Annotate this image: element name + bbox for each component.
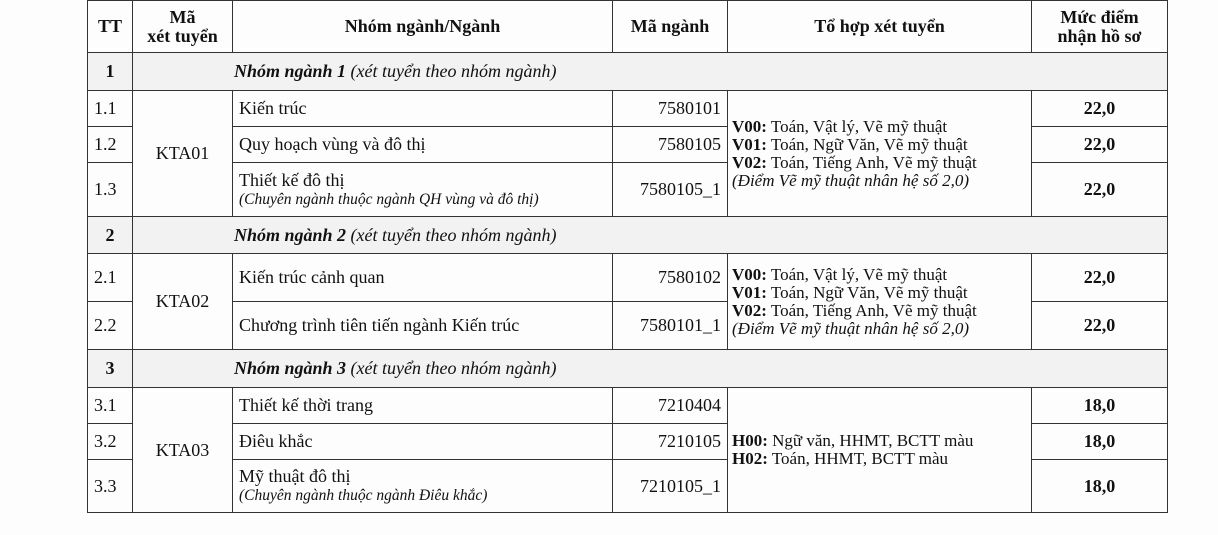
group-row-2 <box>88 217 1168 254</box>
combo-code: V00: <box>732 264 767 284</box>
group-title-cell <box>133 350 1168 388</box>
major-code: 7580105_1 <box>613 163 728 217</box>
major-code: 7210404 <box>613 388 728 424</box>
major-code: 7580102 <box>613 254 728 302</box>
header-muc-diem-line2: nhận hồ sơ <box>1057 25 1142 46</box>
row-tt: 2.2 <box>88 302 133 350</box>
combo-code: H02: <box>732 449 768 468</box>
group-row-1 <box>88 53 1168 91</box>
combo-code: H00: <box>732 431 768 450</box>
group-title-note: (xét tuyển theo nhóm ngành) <box>350 358 557 378</box>
row-tt: 1.1 <box>88 91 133 127</box>
major-sub-note: (Chuyên ngành thuộc ngành QH vùng và đô thị) <box>239 190 539 208</box>
score: 22,0 <box>1032 302 1168 350</box>
combo-note: (Điểm Vẽ mỹ thuật nhân hệ số 2,0) <box>732 170 970 190</box>
header-ma-xet-tuyen <box>133 1 233 53</box>
score: 18,0 <box>1032 460 1168 513</box>
major-code: 7210105_1 <box>613 460 728 513</box>
table-row <box>88 254 1168 302</box>
combo-line <box>732 302 1027 320</box>
major-name-cell <box>233 460 613 513</box>
table-row <box>88 91 1168 127</box>
header-nhom-nganh: Nhóm ngành/Ngành <box>233 1 613 53</box>
combo-text: Toán, Tiếng Anh, Vẽ mỹ thuật <box>770 152 977 172</box>
major-name-cell <box>233 163 613 217</box>
combo-code: V02: <box>732 300 767 320</box>
ma-xet-tuyen: KTA02 <box>133 254 233 350</box>
combo-text: Toán, Ngữ Văn, Vẽ mỹ thuật <box>770 282 968 302</box>
group-tt: 3 <box>88 350 133 388</box>
group-row-3 <box>88 350 1168 388</box>
score: 22,0 <box>1032 163 1168 217</box>
header-to-hop: Tổ hợp xét tuyển <box>728 1 1032 53</box>
ma-xet-tuyen: KTA01 <box>133 91 233 217</box>
major-code: 7580101_1 <box>613 302 728 350</box>
major-sub-note: (Chuyên ngành thuộc ngành Điêu khắc) <box>239 487 488 504</box>
score: 18,0 <box>1032 424 1168 460</box>
score: 22,0 <box>1032 91 1168 127</box>
row-tt: 3.2 <box>88 424 133 460</box>
group-tt: 2 <box>88 217 133 254</box>
combo-cell <box>728 91 1032 217</box>
combo-text: Toán, Vật lý, Vẽ mỹ thuật <box>770 116 948 136</box>
group-title: Nhóm ngành 3 <box>234 358 347 378</box>
ma-xet-tuyen: KTA03 <box>133 388 233 513</box>
header-ma-xet-tuyen-line2: xét tuyển <box>147 25 218 46</box>
score: 18,0 <box>1032 388 1168 424</box>
combo-cell <box>728 254 1032 350</box>
combo-code: V01: <box>732 134 767 154</box>
combo-text: Ngữ văn, HHMT, BCTT màu <box>772 431 974 450</box>
combo-text: Toán, Vật lý, Vẽ mỹ thuật <box>770 264 948 284</box>
group-title-note: (xét tuyển theo nhóm ngành) <box>350 61 557 81</box>
combo-code: V01: <box>732 282 767 302</box>
combo-line <box>732 432 1027 450</box>
combo-line <box>732 284 1027 302</box>
table-row <box>88 388 1168 424</box>
group-tt: 1 <box>88 53 133 91</box>
row-tt: 3.1 <box>88 388 133 424</box>
combo-code: V00: <box>732 116 767 136</box>
admission-score-table <box>87 0 1168 513</box>
major-name: Mỹ thuật đô thị <box>239 466 351 486</box>
row-tt: 1.3 <box>88 163 133 217</box>
score: 22,0 <box>1032 127 1168 163</box>
major-code: 7210105 <box>613 424 728 460</box>
combo-code: V02: <box>732 152 767 172</box>
major-code: 7580105 <box>613 127 728 163</box>
row-tt: 2.1 <box>88 254 133 302</box>
major-name: Điêu khắc <box>233 424 613 460</box>
header-tt: TT <box>88 1 133 53</box>
major-code: 7580101 <box>613 91 728 127</box>
combo-line <box>732 136 1027 154</box>
row-tt: 1.2 <box>88 127 133 163</box>
major-name: Chương trình tiên tiến ngành Kiến trúc <box>233 302 613 350</box>
major-name: Thiết kế đô thị <box>239 169 345 190</box>
score: 22,0 <box>1032 254 1168 302</box>
group-title: Nhóm ngành 1 <box>234 61 347 81</box>
combo-cell <box>728 388 1032 513</box>
header-muc-diem <box>1032 1 1168 53</box>
combo-line <box>732 450 1027 468</box>
combo-text: Toán, Tiếng Anh, Vẽ mỹ thuật <box>770 300 977 320</box>
group-title-note: (xét tuyển theo nhóm ngành) <box>350 224 557 245</box>
header-row <box>88 1 1168 53</box>
combo-line <box>732 266 1027 284</box>
major-name: Kiến trúc <box>233 91 613 127</box>
group-title: Nhóm ngành 2 <box>234 224 347 245</box>
major-name: Quy hoạch vùng và đô thị <box>233 127 613 163</box>
combo-text: Toán, HHMT, BCTT màu <box>771 449 949 468</box>
header-ma-xet-tuyen-line1: Mã <box>169 6 196 27</box>
combo-text: Toán, Ngữ Văn, Vẽ mỹ thuật <box>770 134 968 154</box>
combo-note: (Điểm Vẽ mỹ thuật nhân hệ số 2,0) <box>732 318 970 338</box>
row-tt: 3.3 <box>88 460 133 513</box>
group-title-cell <box>133 217 1168 254</box>
combo-line <box>732 118 1027 136</box>
header-ma-nganh: Mã ngành <box>613 1 728 53</box>
combo-line <box>732 154 1027 172</box>
header-muc-diem-line1: Mức điểm <box>1060 6 1139 27</box>
major-name: Kiến trúc cảnh quan <box>233 254 613 302</box>
major-name: Thiết kế thời trang <box>233 388 613 424</box>
group-title-cell <box>133 53 1168 91</box>
